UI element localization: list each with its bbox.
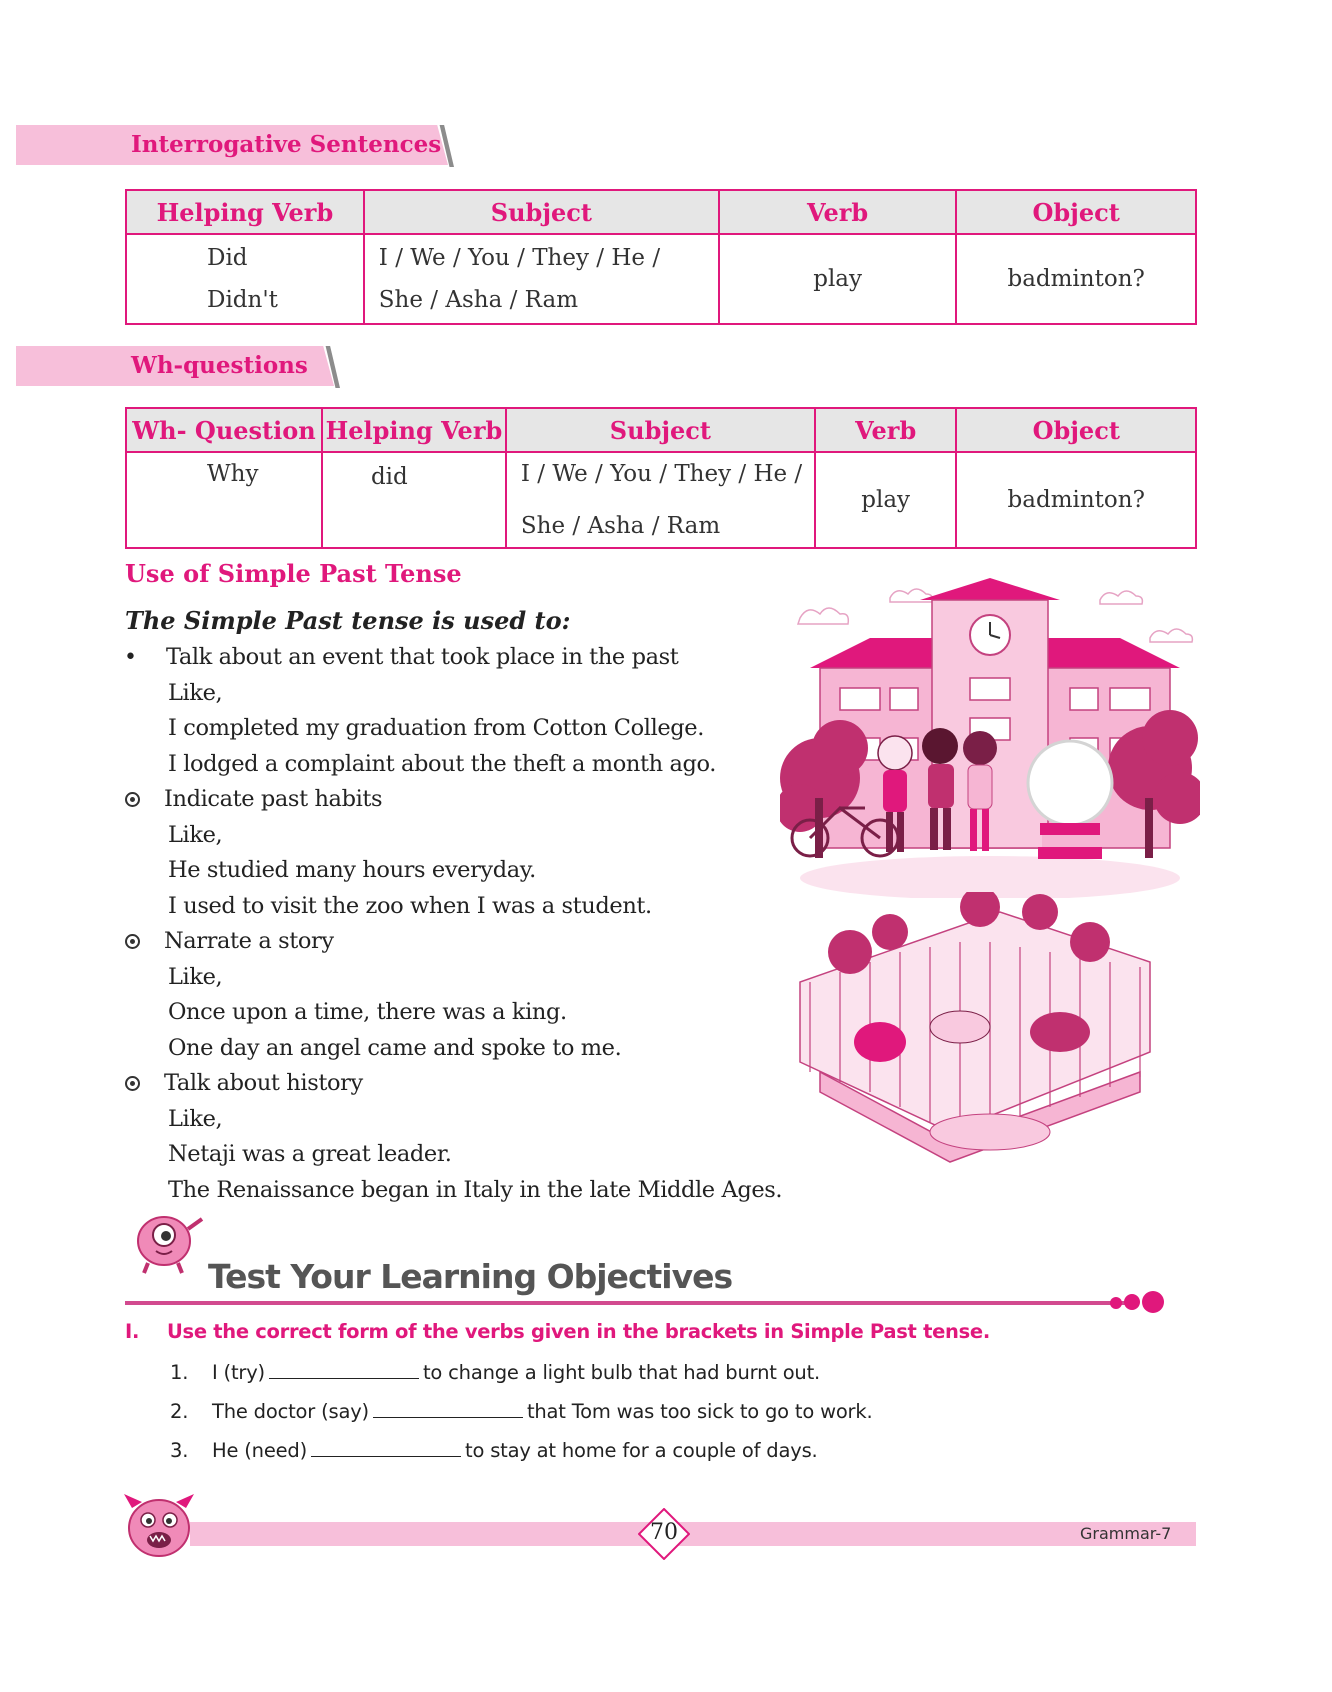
bullet-dot: • <box>124 645 137 670</box>
section-title-interrogative: Interrogative Sentences <box>131 131 442 158</box>
exercise-number: I. <box>125 1320 140 1343</box>
list-item <box>120 1066 783 1208</box>
col-header-helping-verb: Helping Verb <box>126 190 364 234</box>
wh-word: Why <box>207 461 259 487</box>
use-point: Narrate a story <box>164 928 334 954</box>
subject-line-1: I / We / You / They / He / <box>378 245 661 271</box>
cell-subject <box>364 234 719 324</box>
col-header-object: Object <box>956 408 1196 452</box>
cell-helping-verb <box>126 234 364 324</box>
zoo-illustration <box>790 892 1170 1182</box>
helping-verb-1: Did <box>207 245 248 271</box>
list-item <box>120 924 760 1066</box>
col-header-verb: Verb <box>719 190 956 234</box>
used-to-heading: The Simple Past tense is used to: <box>125 606 571 635</box>
answer-blank[interactable] <box>311 1439 461 1457</box>
col-header-subject: Subject <box>364 190 719 234</box>
divider-line <box>125 1301 1125 1305</box>
section-title-wh: Wh-questions <box>131 352 308 379</box>
use-example: Netaji was a great leader. <box>168 1141 452 1167</box>
question-suffix: to stay at home for a couple of days. <box>465 1439 818 1462</box>
question-suffix: that Tom was too sick to go to work. <box>526 1400 873 1423</box>
table-row <box>126 234 1196 324</box>
exercise-instruction <box>125 1320 990 1343</box>
use-example: One day an angel came and spoke to me. <box>168 1034 622 1061</box>
subject-line-1: I / We / You / They / He / <box>520 461 803 487</box>
question-prefix: He (need) <box>212 1439 308 1462</box>
use-example: I completed my graduation from Cotton College. <box>168 715 704 741</box>
use-like: Like, <box>168 821 223 848</box>
col-header-object: Object <box>956 190 1196 234</box>
section-band-wh <box>16 346 322 386</box>
page-number: 70 <box>650 1520 678 1545</box>
cell-object: badminton? <box>956 452 1196 548</box>
question-suffix: to change a light bulb that had burnt out. <box>422 1361 821 1384</box>
cell-verb: play <box>815 452 957 548</box>
use-example: I used to visit the zoo when I was a student. <box>168 892 652 919</box>
circle-bullet-icon <box>125 1076 140 1091</box>
use-like: Like, <box>168 679 223 706</box>
wh-question-table <box>125 407 1197 549</box>
answer-blank[interactable] <box>269 1361 419 1379</box>
decorative-dot <box>1110 1297 1122 1309</box>
use-like: Like, <box>168 963 223 990</box>
use-example: I lodged a complaint about the theft a month ago. <box>168 750 716 777</box>
helping-verb: did <box>370 464 408 490</box>
col-header-helping-verb: Helping Verb <box>322 408 506 452</box>
list-item <box>120 782 760 924</box>
uses-list <box>120 640 783 1208</box>
use-example: The Renaissance began in Italy in the late Middle Ages. <box>168 1176 783 1203</box>
circle-bullet-icon <box>125 934 140 949</box>
interrogative-table <box>125 189 1197 325</box>
pink-monster-footer <box>118 1488 200 1560</box>
use-example: He studied many hours everyday. <box>168 857 536 883</box>
question-number: 1. <box>170 1361 189 1384</box>
helping-verb-2: Didn't <box>207 287 278 313</box>
use-heading: Use of Simple Past Tense <box>125 559 462 588</box>
book-title: Grammar-7 <box>1080 1524 1172 1543</box>
cell-object: badminton? <box>956 234 1196 324</box>
subject-line-2: She / Asha / Ram <box>520 513 721 539</box>
exercise-question <box>170 1361 820 1384</box>
table-row <box>126 452 1196 548</box>
question-prefix: The doctor (say) <box>212 1400 369 1423</box>
list-item <box>120 640 760 782</box>
test-section-title: Test Your Learning Objectives <box>208 1257 733 1296</box>
question-number: 2. <box>170 1400 189 1423</box>
use-example: Once upon a time, there was a king. <box>168 999 567 1025</box>
exercise-instruction-text: Use the correct form of the verbs given in the brackets in Simple Past tense. <box>167 1320 990 1343</box>
cell-subject <box>506 452 815 548</box>
subject-line-2: She / Asha / Ram <box>378 287 579 313</box>
use-like: Like, <box>168 1105 223 1132</box>
question-number: 3. <box>170 1439 189 1462</box>
section-band-interrogative <box>16 125 442 165</box>
answer-blank[interactable] <box>373 1400 523 1418</box>
decorative-dot <box>1124 1294 1140 1310</box>
question-prefix: I (try) <box>212 1361 265 1384</box>
pink-monster-mascot <box>128 1205 206 1275</box>
table-header-row <box>126 190 1196 234</box>
exercise-question <box>170 1400 872 1423</box>
table-header-row <box>126 408 1196 452</box>
school-illustration <box>780 578 1200 898</box>
cell-verb: play <box>719 234 956 324</box>
exercise-question <box>170 1439 818 1462</box>
use-point: Talk about an event that took place in the past <box>166 644 679 670</box>
circle-bullet-icon <box>125 792 140 807</box>
use-point: Indicate past habits <box>164 786 383 812</box>
col-header-wh-question: Wh- Question <box>126 408 322 452</box>
cell-wh-question <box>126 452 322 548</box>
col-header-verb: Verb <box>815 408 957 452</box>
col-header-subject: Subject <box>506 408 815 452</box>
decorative-dot <box>1142 1291 1164 1313</box>
cell-helping-verb <box>322 452 506 548</box>
use-point: Talk about history <box>164 1070 363 1096</box>
